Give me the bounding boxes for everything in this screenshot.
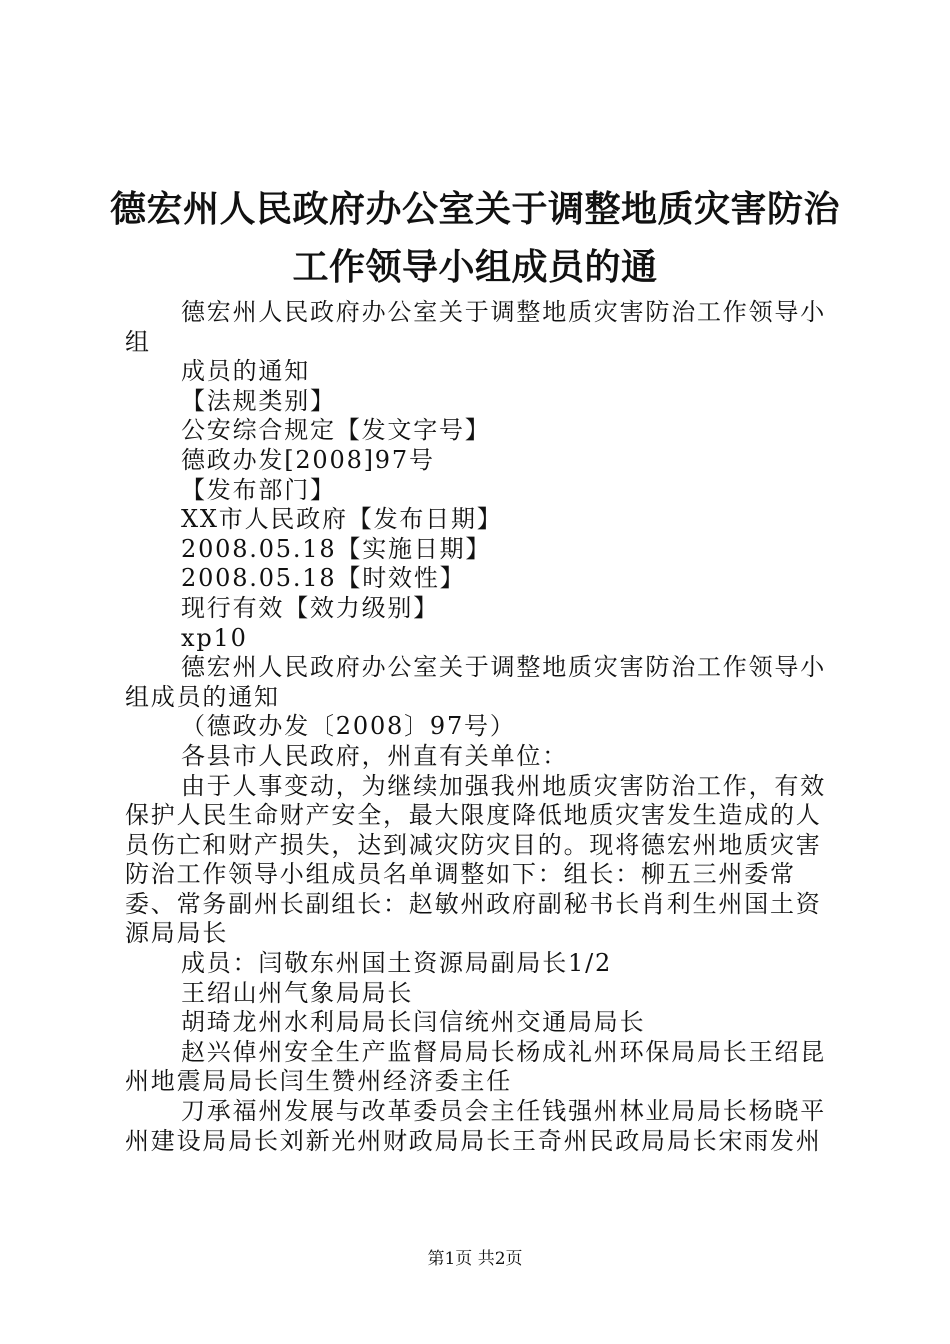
- paragraph: 刀承福州发展与改革委员会主任钱强州林业局局长杨晓平州建设局局长刘新光州财政局局长王奇州民政局局长宋雨发州: [125, 1097, 826, 1155]
- paragraph: 【发布部门】: [181, 475, 336, 504]
- paragraph: 成员：闫敬东州国土资源局副局长1/2: [181, 949, 613, 978]
- paragraph: xp10: [181, 623, 248, 652]
- paragraph: 各县市人民政府，州直有关单位：: [181, 741, 568, 770]
- paragraph: 成员的通知: [181, 357, 310, 386]
- paragraph: 德宏州人民政府办公室关于调整地质灾害防治工作领导小组成员的通知: [125, 653, 826, 711]
- paragraph: 现行有效【效力级别】: [181, 593, 439, 622]
- paragraph: 胡琦龙州水利局局长闫信统州交通局局长: [181, 1008, 646, 1037]
- paragraph: 【法规类别】: [181, 386, 336, 415]
- paragraph: 王绍山州气象局局长: [181, 978, 414, 1007]
- document-title: [80, 180, 870, 296]
- page-footer: 第1页 共2页: [427, 1249, 523, 1269]
- paragraph: 德宏州人民政府办公室关于调整地质灾害防治工作领导小组: [125, 298, 826, 356]
- document-body: [125, 298, 835, 1156]
- paragraph: （德政办发〔2008〕97号）: [181, 712, 516, 741]
- paragraph: 赵兴倬州安全生产监督局局长杨成礼州环保局局长王绍昆州地震局局长闫生赞州经济委主任: [125, 1037, 826, 1096]
- paragraph: 德政办发[2008]97号: [181, 445, 435, 474]
- paragraph: 2008.05.18【时效性】: [181, 564, 466, 593]
- title-line-2: 工作领导小组成员的通: [292, 246, 658, 288]
- paragraph: 2008.05.18【实施日期】: [181, 534, 492, 563]
- paragraph: 由于人事变动，为继续加强我州地质灾害防治工作，有效保护人民生命财产安全，最大限度降低地质灾害发生造成的人员伤亡和财产损失，达到减灾防灾目的。现将德宏州地质灾害防治工作领导小组成员名单调整如下：组长：柳五三州委常委、常务副州长副组长：赵敏州政府副秘书长肖利生州国土资源局局长: [125, 771, 826, 948]
- title-line-1: 德宏州人民政府办公室关于调整地质灾害防治: [109, 188, 840, 230]
- paragraph: XX市人民政府【发布日期】: [181, 505, 503, 534]
- paragraph: 公安综合规定【发文字号】: [181, 416, 491, 445]
